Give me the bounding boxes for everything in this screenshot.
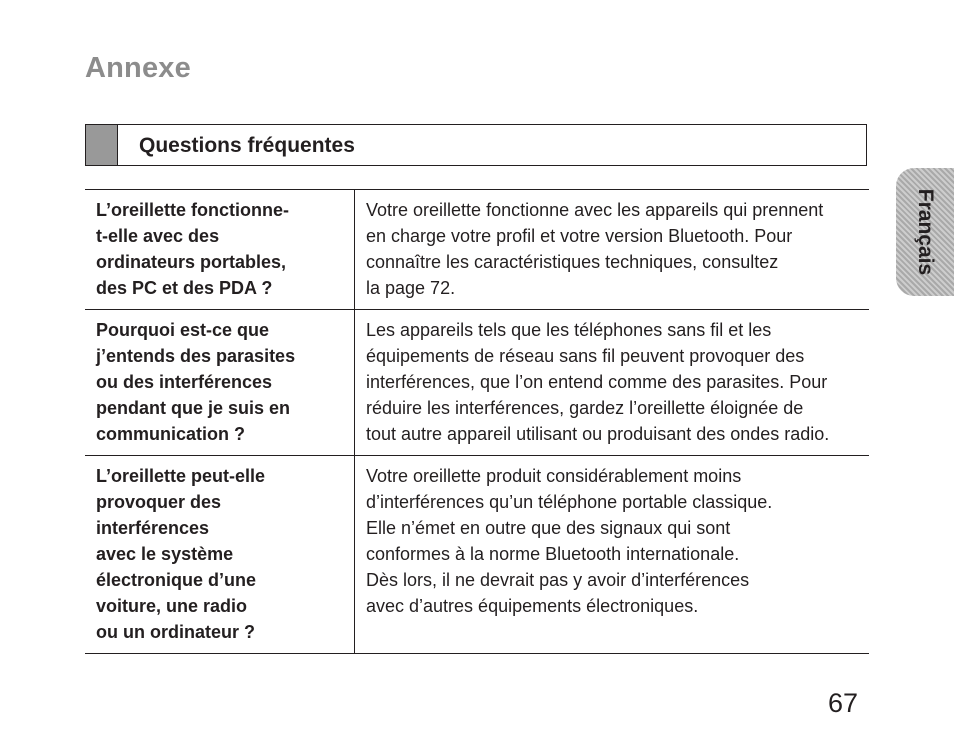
answer-line: Les appareils tels que les téléphones sans fil et les bbox=[366, 320, 772, 340]
faq-row bbox=[85, 456, 869, 654]
faq-answer bbox=[355, 190, 870, 310]
question-line: t-elle avec des bbox=[96, 226, 220, 246]
answer-line: équipements de réseau sans fil peuvent provoquer des bbox=[366, 346, 805, 366]
faq-answer bbox=[355, 456, 870, 654]
answer-line: Votre oreillette fonctionne avec les appareils qui prennent bbox=[366, 200, 824, 220]
question-line: interférences bbox=[96, 518, 210, 538]
language-tab-label: Français bbox=[914, 188, 937, 276]
faq-answer bbox=[355, 310, 870, 456]
faq-table bbox=[85, 189, 869, 654]
question-line: des PC et des PDA ? bbox=[96, 278, 273, 298]
answer-line: d’interférences qu’un téléphone portable classique. bbox=[366, 492, 773, 512]
answer-line: réduire les interférences, gardez l’oreillette éloignée de bbox=[366, 398, 804, 418]
question-line: ou un ordinateur ? bbox=[96, 622, 255, 642]
faq-question bbox=[85, 190, 355, 310]
answer-line: connaître les caractéristiques techniques, consultez bbox=[366, 252, 779, 272]
section-header bbox=[85, 124, 867, 166]
page-number: 67 bbox=[828, 688, 859, 718]
question-line: avec le système bbox=[96, 544, 234, 564]
question-line: électronique d’une bbox=[96, 570, 257, 590]
question-line: j’entends des parasites bbox=[96, 346, 296, 366]
language-tab bbox=[896, 168, 954, 296]
question-line: ou des interférences bbox=[96, 372, 273, 392]
faq-question bbox=[85, 310, 355, 456]
question-line: L’oreillette peut-elle bbox=[96, 466, 266, 486]
question-line: provoquer des bbox=[96, 492, 222, 512]
question-line: pendant que je suis en bbox=[96, 398, 291, 418]
page-title: Annexe bbox=[85, 52, 191, 84]
question-line: ordinateurs portables, bbox=[96, 252, 287, 272]
answer-line: en charge votre profil et votre version Bluetooth. Pour bbox=[366, 226, 793, 246]
section-marker bbox=[86, 125, 118, 165]
question-line: communication ? bbox=[96, 424, 246, 444]
section-title: Questions fréquentes bbox=[139, 134, 355, 157]
answer-line: tout autre appareil utilisant ou produisant des ondes radio. bbox=[366, 424, 830, 444]
answer-line: Elle n’émet en outre que des signaux qui sont bbox=[366, 518, 731, 538]
answer-line: Dès lors, il ne devrait pas y avoir d’interférences bbox=[366, 570, 750, 590]
answer-line: avec d’autres équipements électroniques. bbox=[366, 596, 699, 616]
answer-line: la page 72. bbox=[366, 278, 456, 298]
answer-line: Votre oreillette produit considérablement moins bbox=[366, 466, 742, 486]
faq-row bbox=[85, 310, 869, 456]
faq-row bbox=[85, 190, 869, 310]
answer-line: conformes à la norme Bluetooth internationale. bbox=[366, 544, 740, 564]
question-line: voiture, une radio bbox=[96, 596, 248, 616]
question-line: Pourquoi est-ce que bbox=[96, 320, 270, 340]
faq-question bbox=[85, 456, 355, 654]
question-line: L’oreillette fonctionne- bbox=[96, 200, 290, 220]
answer-line: interférences, que l’on entend comme des parasites. Pour bbox=[366, 372, 828, 392]
